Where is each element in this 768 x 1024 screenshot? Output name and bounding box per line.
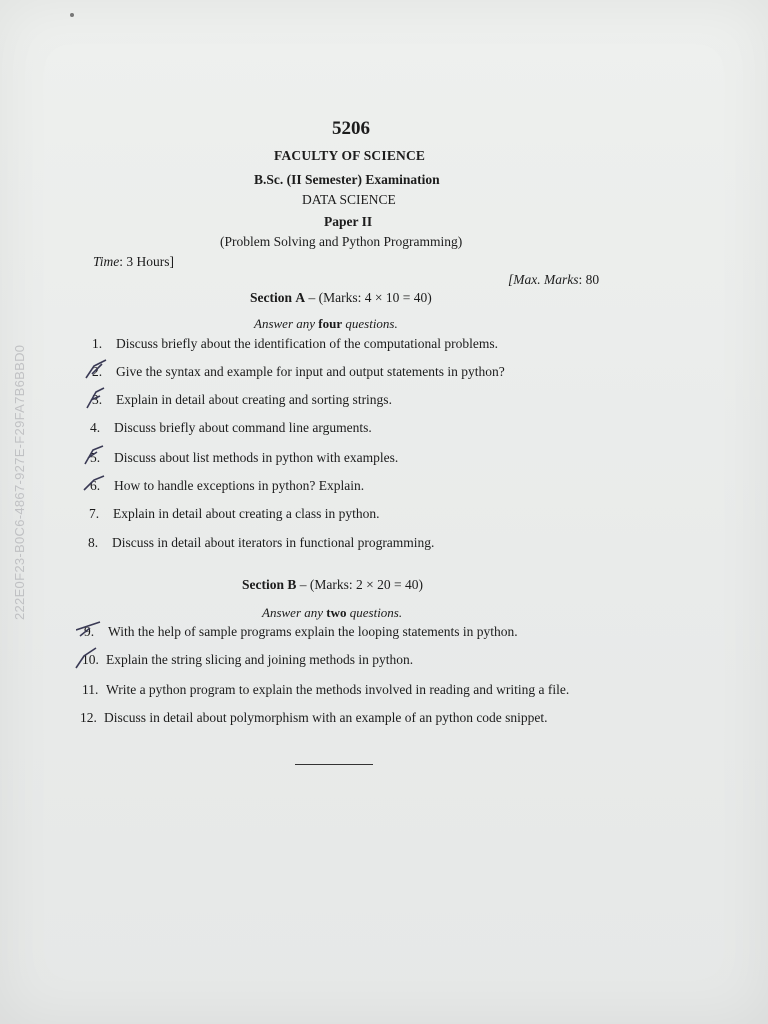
question-text: Discuss briefly about the identification of the computational problems. bbox=[116, 336, 499, 351]
time-value: : 3 Hours] bbox=[119, 254, 175, 269]
section-a-letter: A bbox=[295, 290, 306, 305]
question-5 bbox=[90, 450, 398, 466]
section-a-instruction bbox=[254, 316, 398, 332]
paper-number: Paper II bbox=[324, 214, 373, 229]
time-label: Time bbox=[93, 254, 120, 269]
end-rule bbox=[295, 764, 373, 765]
section-b-letter: B bbox=[287, 577, 297, 592]
question-number: 10. bbox=[82, 652, 99, 667]
paper-title: (Problem Solving and Python Programming) bbox=[220, 234, 463, 249]
subject-title: DATA SCIENCE bbox=[302, 192, 396, 207]
question-12 bbox=[80, 710, 548, 726]
question-number: 9. bbox=[84, 624, 95, 639]
time-allowed bbox=[93, 254, 174, 270]
document-id-watermark: 222E0F23-B0C6-4867-927E-F29FA7B6BBD0 bbox=[12, 344, 27, 620]
paper-code: 5206 bbox=[332, 118, 370, 139]
question-number: 8. bbox=[88, 535, 99, 550]
section-a-marks: – (Marks: 4 × 10 = 40) bbox=[308, 290, 432, 305]
question-3 bbox=[92, 392, 392, 408]
question-2 bbox=[92, 364, 505, 380]
question-7 bbox=[89, 506, 380, 522]
question-4 bbox=[90, 420, 372, 436]
section-a-title: Section bbox=[250, 290, 292, 305]
question-text: Discuss briefly about command line arguments. bbox=[114, 420, 372, 435]
section-a-heading bbox=[250, 290, 432, 306]
question-number-wrap bbox=[92, 392, 116, 408]
question-number: 5. bbox=[90, 450, 101, 465]
question-number-wrap bbox=[84, 624, 108, 640]
question-text: With the help of sample programs explain the looping statements in python. bbox=[108, 624, 518, 639]
question-1 bbox=[92, 336, 498, 352]
faculty-title: FACULTY OF SCIENCE bbox=[274, 148, 426, 163]
question-text: Discuss about list methods in python with examples. bbox=[114, 450, 399, 465]
question-text: How to handle exceptions in python? Explain. bbox=[114, 478, 365, 493]
question-number: 4. bbox=[90, 420, 101, 435]
section-a-instruction-count: four bbox=[318, 316, 343, 331]
question-11 bbox=[82, 682, 569, 698]
section-b-title: Section bbox=[242, 577, 284, 592]
section-a-instruction-pre: Answer any bbox=[254, 316, 316, 331]
question-number: 7. bbox=[89, 506, 100, 521]
max-marks-label: [Max. Marks bbox=[508, 272, 579, 287]
question-6 bbox=[90, 478, 364, 494]
question-number-wrap bbox=[82, 652, 106, 668]
examination-title: B.Sc. (II Semester) Examination bbox=[254, 172, 440, 187]
question-number: 6. bbox=[90, 478, 101, 493]
question-number-wrap bbox=[90, 450, 114, 466]
paper-speck bbox=[70, 13, 74, 17]
section-b-instruction bbox=[262, 605, 402, 621]
question-number: 1. bbox=[92, 336, 103, 351]
question-text: Discuss in detail about iterators in functional programming. bbox=[112, 535, 435, 550]
question-text: Explain in detail about creating a class in python. bbox=[113, 506, 380, 521]
question-number: 2. bbox=[92, 364, 103, 379]
question-10 bbox=[82, 652, 413, 668]
max-marks-value: : 80 bbox=[578, 272, 600, 287]
question-text: Write a python program to explain the methods involved in reading and writing a file. bbox=[106, 682, 570, 697]
question-text: Explain the string slicing and joining methods in python. bbox=[106, 652, 414, 667]
question-9 bbox=[84, 624, 518, 640]
question-number-wrap bbox=[92, 364, 116, 380]
question-8 bbox=[88, 535, 434, 551]
question-number: 12. bbox=[80, 710, 97, 725]
question-text: Discuss in detail about polymorphism with an example of an python code snippet. bbox=[104, 710, 548, 725]
question-number: 11. bbox=[82, 682, 99, 697]
section-b-heading bbox=[242, 577, 423, 593]
question-number: 3. bbox=[92, 392, 103, 407]
question-text: Explain in detail about creating and sorting strings. bbox=[116, 392, 392, 407]
question-number-wrap bbox=[90, 478, 114, 494]
section-b-instruction-pre: Answer any bbox=[262, 605, 324, 620]
section-b-instruction-post: questions. bbox=[349, 605, 403, 620]
section-a-instruction-post: questions. bbox=[345, 316, 398, 331]
section-b-instruction-count: two bbox=[326, 605, 347, 620]
question-text: Give the syntax and example for input and output statements in python? bbox=[116, 364, 505, 379]
max-marks bbox=[508, 272, 599, 288]
section-b-marks: – (Marks: 2 × 20 = 40) bbox=[299, 577, 423, 592]
